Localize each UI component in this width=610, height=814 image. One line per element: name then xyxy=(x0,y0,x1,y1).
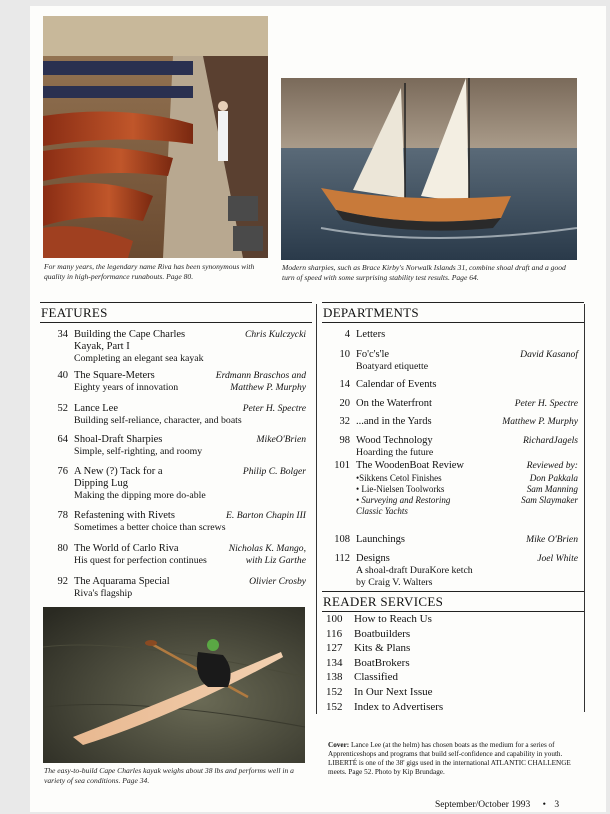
feature-page: 76 xyxy=(57,466,68,477)
department-title: Calendar of Events xyxy=(356,379,437,390)
department-entry[interactable] xyxy=(322,553,578,588)
feature-author: MikeO'Brien xyxy=(256,434,306,445)
reader-services-heading: READER SERVICES xyxy=(322,591,584,612)
reader-service-entry[interactable] xyxy=(326,700,576,714)
feature-author: Erdmann Braschos and xyxy=(215,370,306,381)
reader-service-entry[interactable] xyxy=(326,612,576,626)
feature-title: Refastening with Rivets xyxy=(74,510,175,521)
sharpie-caption: Modern sharpies, such as Brace Kirby's Norwalk Islands 31, combine shoal draft and a good turn of speed with some surprising stability test results. Page 64. xyxy=(282,263,566,282)
reader-service-page: 152 xyxy=(326,686,343,698)
reader-service-entry[interactable] xyxy=(326,656,576,670)
cover-label: Cover: xyxy=(328,741,350,749)
feature-page: 80 xyxy=(57,543,68,554)
reader-service-entry[interactable] xyxy=(326,670,576,684)
reader-service-title: Index to Advertisers xyxy=(354,700,444,713)
reader-service-entry[interactable] xyxy=(326,685,576,699)
riva-factory-photo xyxy=(43,16,268,258)
reader-service-page: 127 xyxy=(326,642,343,655)
cover-note xyxy=(328,741,576,777)
department-title: Designs xyxy=(356,553,390,564)
reader-service-title: Kits & Plans xyxy=(354,642,411,655)
feature-page: 78 xyxy=(57,510,68,521)
feature-author-line2: with Liz Garthe xyxy=(245,555,306,566)
review-title: The WoodenBoat Review xyxy=(356,460,465,471)
review-item: • Lie-Nielsen Toolworks xyxy=(356,484,445,494)
department-title: Wood Technology xyxy=(356,435,433,446)
feature-author: Olivier Crosby xyxy=(249,576,306,587)
feature-page: 34 xyxy=(57,329,68,340)
feature-author: Chris Kulczycki xyxy=(244,329,306,340)
department-subtitle: Boatyard etiquette xyxy=(356,361,429,372)
reader-service-page: 134 xyxy=(326,656,343,669)
reader-service-entry[interactable] xyxy=(326,641,576,655)
review-item: •Sikkens Cetol Finishes xyxy=(356,473,442,483)
reader-service-page: 116 xyxy=(326,627,343,640)
department-author: Joel White xyxy=(537,553,578,564)
feature-subtitle: Completing an elegant sea kayak xyxy=(74,353,204,364)
reader-service-title: How to Reach Us xyxy=(354,613,432,625)
issue-date: September/October 1993 xyxy=(435,800,531,810)
feature-page: 64 xyxy=(57,434,68,445)
review-entry[interactable] xyxy=(322,460,578,530)
department-page: 20 xyxy=(339,398,350,409)
department-title: Letters xyxy=(356,329,386,340)
kayak-photo xyxy=(43,607,305,763)
department-page: 10 xyxy=(339,349,350,360)
feature-subtitle: Simple, self-righting, and roomy xyxy=(74,446,203,457)
department-author: Mike O'Brien xyxy=(526,534,578,545)
feature-title-line2: Kayak, Part I xyxy=(74,341,130,352)
reader-service-page: 152 xyxy=(326,700,343,713)
reviewed-by-label: Reviewed by: xyxy=(526,460,578,471)
feature-title-line2: Dipping Lug xyxy=(74,478,128,489)
feature-subtitle: Building self-reliance, character, and boats xyxy=(74,415,242,426)
feature-page: 92 xyxy=(57,576,68,587)
department-entry[interactable] xyxy=(322,349,578,379)
department-page: 32 xyxy=(339,416,350,427)
department-title: Launchings xyxy=(356,534,405,545)
reader-service-entry[interactable] xyxy=(326,627,576,641)
reviewer-name: Sam Slaymaker xyxy=(521,495,578,505)
feature-title: The Square-Meters xyxy=(74,370,155,381)
feature-author: Peter H. Spectre xyxy=(242,403,306,414)
column-divider xyxy=(316,304,317,714)
feature-title: Lance Lee xyxy=(74,403,119,414)
riva-caption: For many years, the legendary name Riva has been synonymous with quality in high-performance runabouts. Page 80. xyxy=(44,262,255,281)
feature-title: The World of Carlo Riva xyxy=(74,543,179,554)
feature-title: A New (?) Tack for a xyxy=(74,466,163,477)
feature-page: 40 xyxy=(57,370,68,381)
feature-page: 52 xyxy=(57,403,68,414)
review-page: 101 xyxy=(334,460,350,471)
reviewer-name: Don Pakkala xyxy=(529,473,578,483)
department-title: ...and in the Yards xyxy=(356,416,432,427)
right-margin-rule xyxy=(584,304,585,712)
feature-title: The Aquarama Special xyxy=(74,576,170,587)
reader-service-page: 100 xyxy=(326,613,343,625)
feature-subtitle: Making the dipping more do-able xyxy=(74,490,206,501)
feature-subtitle: Eighty years of innovation xyxy=(74,382,179,393)
department-title: Fo'c's'le xyxy=(356,349,390,360)
review-item: Classic Yachts xyxy=(356,506,408,516)
department-page: 108 xyxy=(334,534,350,545)
department-subtitle-line2: by Craig V. Walters xyxy=(356,577,433,588)
features-heading: FEATURES xyxy=(40,302,312,323)
folio xyxy=(435,800,559,810)
kayak-caption: The easy-to-build Cape Charles kayak weighs about 38 lbs and performs well in a variety of sea conditions. Page 34. xyxy=(44,766,294,785)
reader-service-title: BoatBrokers xyxy=(354,656,410,669)
page-number: 3 xyxy=(554,800,560,810)
feature-entry[interactable] xyxy=(40,329,306,369)
review-item: • Surveying and Restoring xyxy=(356,495,451,505)
department-subtitle: A shoal-draft DuraKore ketch xyxy=(356,565,473,576)
department-page: 112 xyxy=(334,553,350,564)
reviewer-name: Sam Manning xyxy=(526,484,578,494)
reader-service-title: In Our Next Issue xyxy=(354,686,433,698)
feature-subtitle: Sometimes a better choice than screws xyxy=(74,522,226,533)
department-page: 4 xyxy=(344,329,350,340)
folio-bullet: • xyxy=(542,800,546,810)
department-author: Matthew P. Murphy xyxy=(502,416,578,427)
reader-service-title: Boatbuilders xyxy=(354,627,411,640)
magazine-page xyxy=(30,6,606,812)
department-author: Peter H. Spectre xyxy=(514,398,578,409)
feature-author-line2: Matthew P. Murphy xyxy=(230,382,306,393)
sharpie-sailboat-photo xyxy=(281,78,577,260)
department-title: On the Waterfront xyxy=(356,398,432,409)
department-page: 98 xyxy=(339,435,350,446)
feature-author: Philip C. Bolger xyxy=(242,466,306,477)
feature-entry[interactable] xyxy=(40,466,306,506)
department-author: David Kasanof xyxy=(520,349,578,360)
department-subtitle: Hoarding the future xyxy=(356,447,434,458)
departments-heading: DEPARTMENTS xyxy=(322,302,584,323)
feature-title: Building the Cape Charles xyxy=(74,329,186,340)
feature-subtitle: Riva's flagship xyxy=(74,588,133,599)
feature-subtitle: His quest for perfection continues xyxy=(74,555,207,566)
feature-author: E. Barton Chapin III xyxy=(226,510,306,521)
feature-author: Nicholas K. Mango, xyxy=(228,543,306,554)
department-author: RichardJagels xyxy=(522,435,578,446)
cover-text: Lance Lee (at the helm) has chosen boats as the medium for a series of Apprenticeshops and programs that build self-confidence and capability in youth. LIBERTÉ is one of the 38' gigs used in the international ATLANTIC CHALLENGE meets. Page 52. Photo by Kip Brundage. xyxy=(328,741,571,776)
reader-service-page: 138 xyxy=(326,671,343,684)
feature-title: Shoal-Draft Sharpies xyxy=(74,434,163,445)
department-page: 14 xyxy=(339,379,350,390)
reader-service-title: Classified xyxy=(354,671,398,684)
